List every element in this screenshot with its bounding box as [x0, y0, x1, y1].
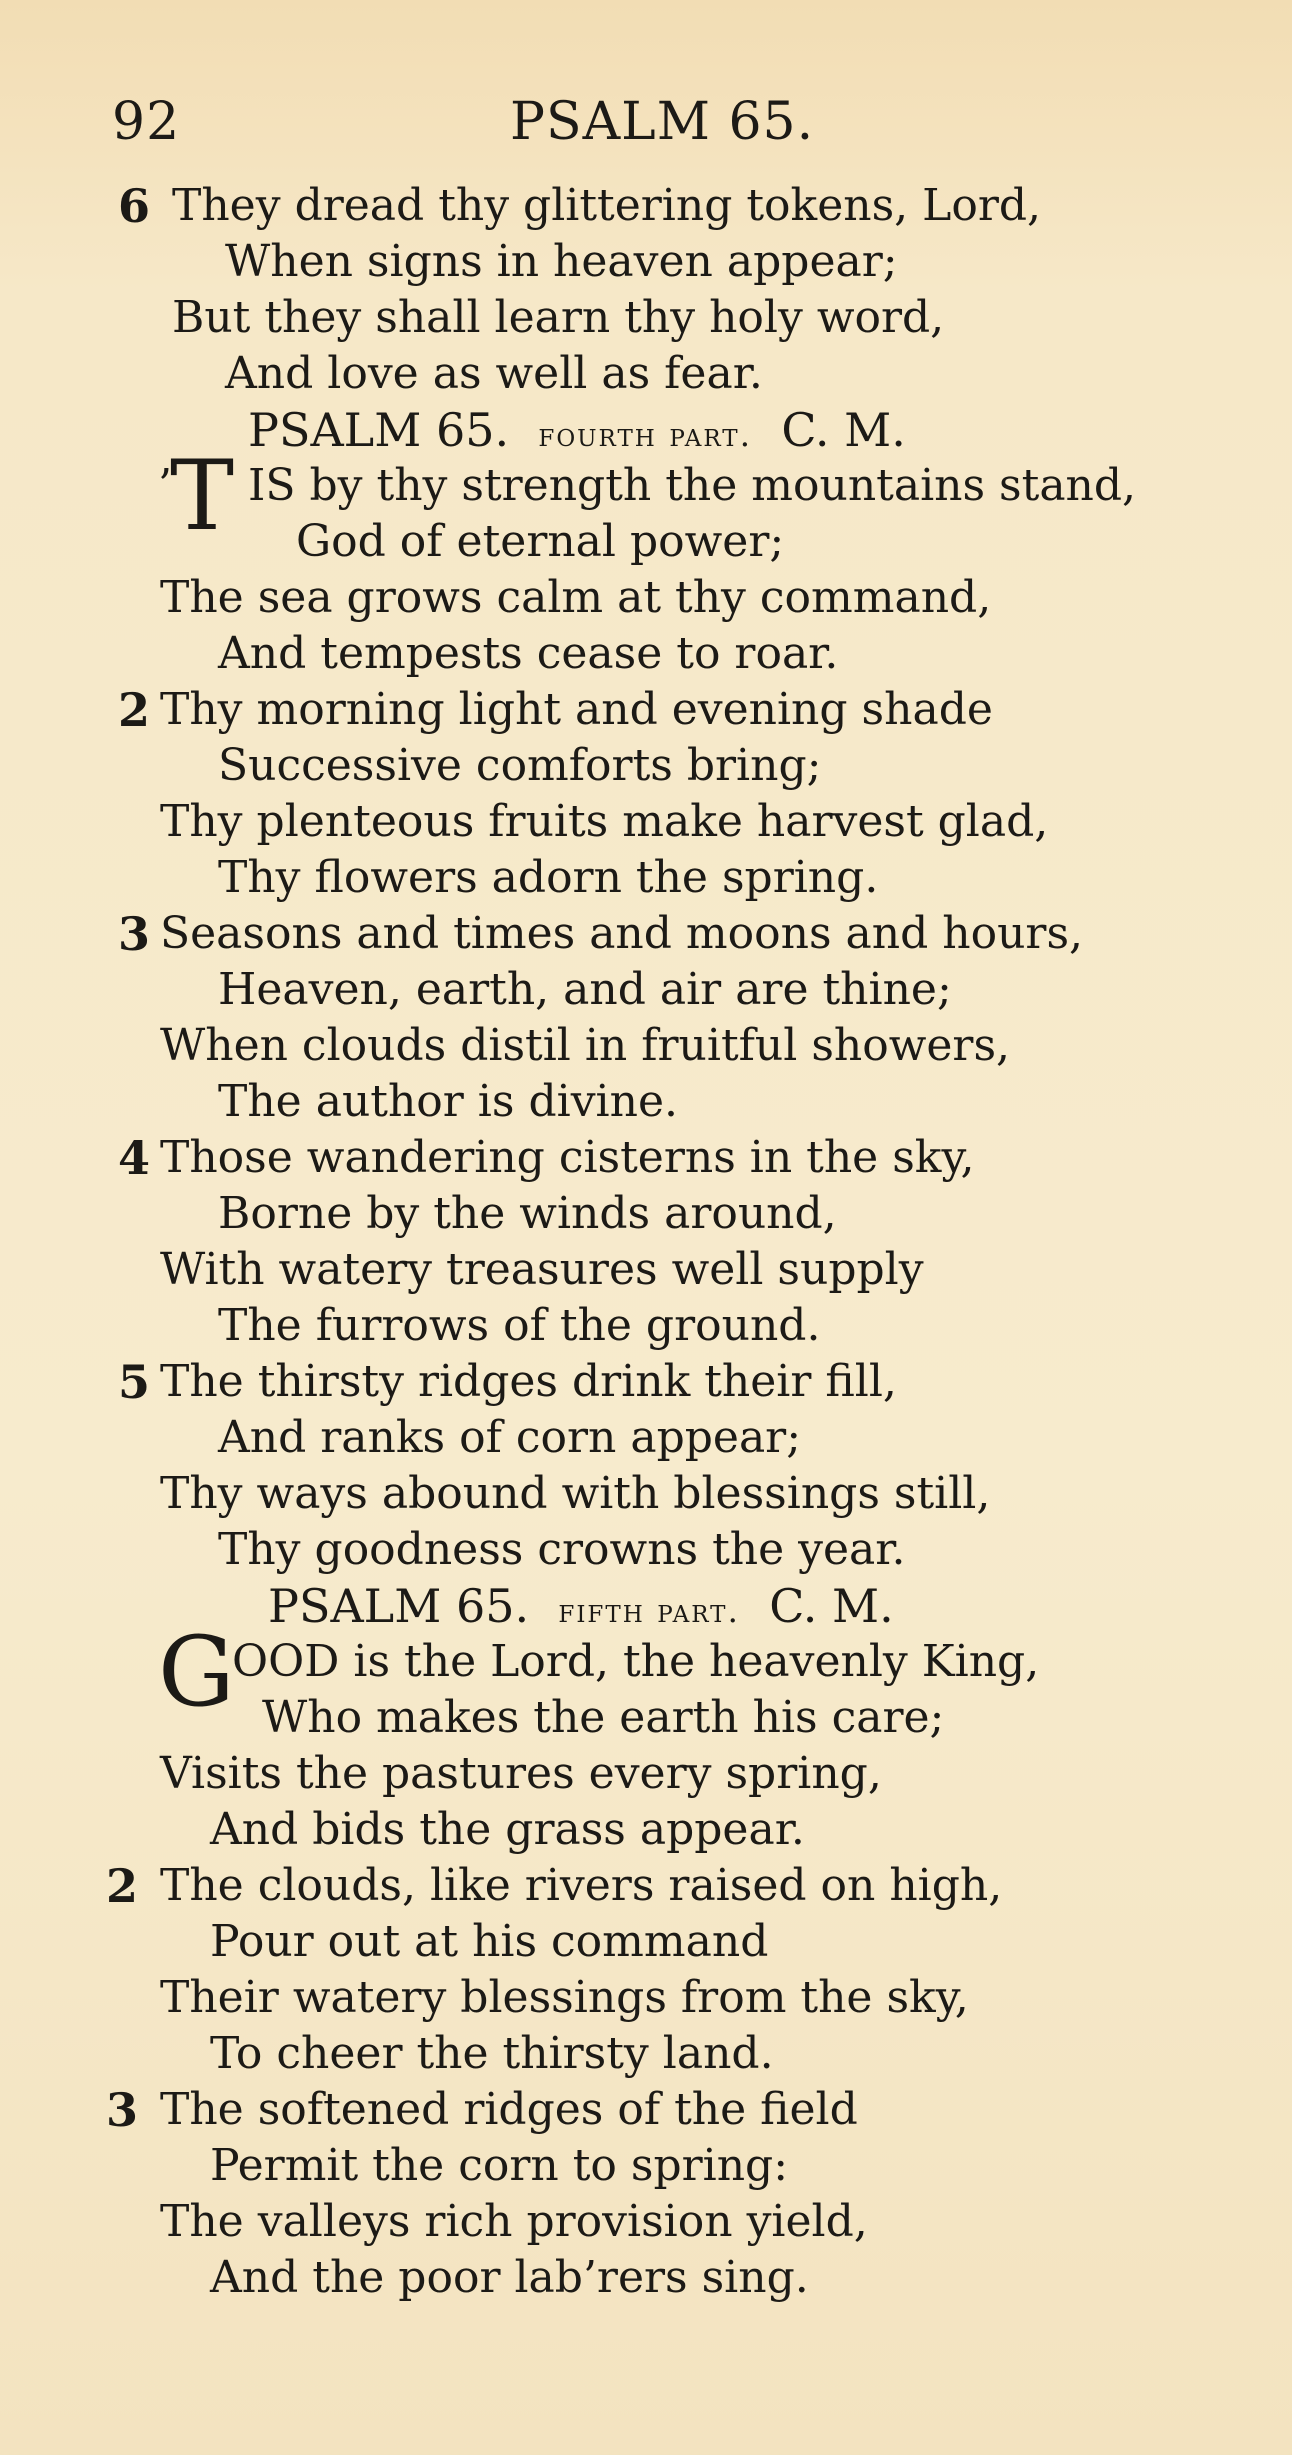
verse-line: And bids the grass appear.	[210, 1804, 805, 1855]
stanza-number: 6	[118, 179, 151, 233]
verse-line: The furrows of the ground.	[218, 1300, 821, 1351]
drop-cap: T	[170, 440, 235, 552]
verse-line: The softened ridges of the field	[160, 2084, 858, 2135]
stanza-number: 5	[118, 1355, 151, 1409]
running-title: PSALM 65.	[510, 92, 815, 152]
verse-line: Thy goodness crowns the year.	[218, 1524, 906, 1575]
stanza-number: 2	[118, 683, 151, 737]
verse-line: But they shall learn thy holy word,	[172, 292, 945, 343]
verse-line: Thy flowers adorn the spring.	[218, 852, 879, 903]
section-title-meter: C. M.	[781, 403, 906, 457]
section-title	[268, 1578, 894, 1639]
verse-line: Who makes the earth his care;	[262, 1692, 945, 1743]
verse-line: Permit the corn to spring:	[210, 2140, 789, 2191]
verse-line-lead: ’	[158, 460, 172, 511]
verse-line: Borne by the winds around,	[218, 1188, 837, 1239]
verse-line: The sea grows calm at thy command,	[160, 572, 992, 623]
verse-line: And love as well as fear.	[225, 348, 763, 399]
stanza-number: 4	[118, 1131, 151, 1185]
section-title-part: fourth part.	[538, 415, 753, 454]
verse-line: Seasons and times and moons and hours,	[160, 908, 1084, 959]
stanza-number: 3	[106, 2083, 139, 2137]
verse-line: They dread thy glittering tokens, Lord,	[172, 180, 1042, 231]
section-title-psalm: PSALM 65.	[268, 1579, 530, 1633]
verse-line: Successive comforts bring;	[218, 740, 822, 791]
section-title	[248, 402, 906, 463]
verse-line: Thy ways abound with blessings still,	[160, 1468, 991, 1519]
verse-line: The thirsty ridges drink their fill,	[160, 1356, 897, 1407]
verse-line: Visits the pastures every spring,	[160, 1748, 882, 1799]
section-title-psalm: PSALM 65.	[248, 403, 510, 457]
verse-line: Thy morning light and evening shade	[160, 684, 993, 735]
stanza-number: 3	[118, 907, 151, 961]
page-number: 92	[112, 92, 181, 152]
verse-line: The valleys rich provision yield,	[160, 2196, 868, 2247]
verse-line: Pour out at his command	[210, 1916, 769, 1967]
verse-line: When signs in heaven appear;	[225, 236, 898, 287]
verse-line: The author is divine.	[218, 1076, 678, 1127]
stanza-number: 2	[106, 1859, 139, 1913]
verse-line: And the poor lab’rers sing.	[210, 2252, 809, 2303]
verse-line: Heaven, earth, and air are thine;	[218, 964, 952, 1015]
verse-line: To cheer the thirsty land.	[210, 2028, 774, 2079]
verse-line: With watery treasures well supply	[160, 1244, 924, 1295]
verse-line: When clouds distil in fruitful showers,	[160, 1020, 1011, 1071]
section-title-meter: C. M.	[769, 1579, 894, 1633]
verse-line: And ranks of corn appear;	[218, 1412, 802, 1463]
verse-line: The clouds, like rivers raised on high,	[160, 1860, 1003, 1911]
verse-line: God of eternal power;	[296, 516, 785, 567]
drop-cap: G	[158, 1616, 235, 1728]
verse-line: Thy plenteous fruits make harvest glad,	[160, 796, 1049, 847]
section-title-part: fifth part.	[558, 1591, 740, 1630]
verse-line: OOD is the Lord, the heavenly King,	[232, 1636, 1040, 1687]
verse-line: Their watery blessings from the sky,	[160, 1972, 969, 2023]
verse-line: Those wandering cisterns in the sky,	[160, 1132, 975, 1183]
verse-line: And tempests cease to roar.	[218, 628, 839, 679]
verse-line: IS by thy strength the mountains stand,	[248, 460, 1137, 511]
